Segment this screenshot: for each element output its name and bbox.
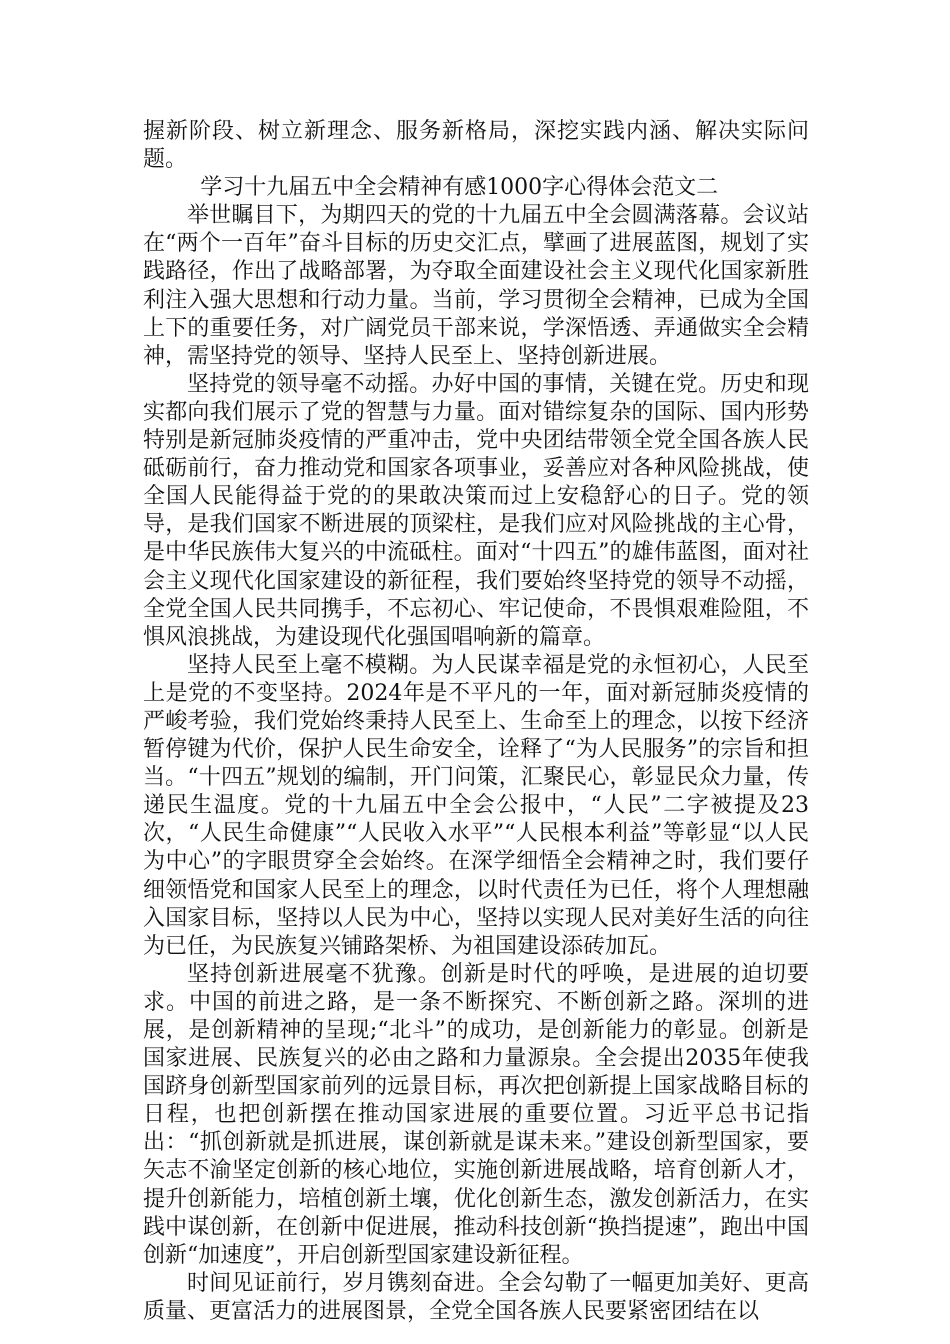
lead-paragraph: 握新阶段、树立新理念、服务新格局，深挖实践内涵、解决实际问题。 bbox=[143, 119, 809, 173]
document-body bbox=[143, 118, 809, 1326]
paragraph-innovation: 坚持创新进展毫不犹豫。创新是时代的呼唤，是进展的迫切要求。中国的前进之路，是一条不断探究、不断创新之路。深圳的进展，是创新精神的呈现;“北斗”的成功，是创新能力的彰显。创新是国家进展、民族复兴的必由之路和力量源泉。全会提出2035年使我国跻身创新型国家前列的远景目标，再次把创新提上国家战略目标的日程，也把创新摆在推动国家进展的重要位置。习近平总书记指出：“抓创新就是抓进展，谋创新就是谋未来。”建设创新型国家，要矢志不渝坚定创新的核心地位，实施创新进展战略，培育创新人才，提升创新能力，培植创新土壤，优化创新生态，激发创新活力，在实践中谋创新，在创新中促进展，推动科技创新“换挡提速”，跑出中国创新“加速度”，开启创新型国家建设新征程。 bbox=[143, 961, 809, 1268]
essay-title: 学习十九届五中全会精神有感1000字心得体会范文二 bbox=[200, 175, 719, 201]
paragraph-people-first: 坚持人民至上毫不模糊。为人民谋幸福是党的永恒初心，人民至上是党的不变坚持。2024年是不平凡的一年，面对新冠肺炎疫情的严峻考验，我们党始终秉持人民至上、生命至上的理念，以按下经济暂停键为代价，保护人民生命安全，诠释了“为人民服务”的宗旨和担当。“十四五”规划的编制，开门问策，汇聚民心，彰显民众力量，传递民生温度。党的十九届五中全会公报中，“人民”二字被提及23次，“人民生命健康”“人民收入水平”“人民根本利益”等彰显“以人民为中心”的字眼贯穿全会始终。在深学细悟全会精神之时，我们要仔细领悟党和国家人民至上的理念，以时代责任为已任，将个人理想融入国家目标，坚持以人民为中心，坚持以实现人民对美好生活的向往为已任，为民族复兴铺路架桥、为祖国建设添砖加瓦。 bbox=[143, 652, 809, 959]
paragraph-intro: 举世瞩目下，为期四天的党的十九届五中全会圆满落幕。会议站在“两个一百年”奋斗目标的历史交汇点，擘画了进展蓝图，规划了实践路径，作出了战略部署，为夺取全面建设社会主义现代化国家新胜利注入强大思想和行动力量。当前，学习贯彻全会精神，已成为全国上下的重要任务，对广阔党员干部来说，学深悟透、弄通做实全会精神，需坚持党的领导、坚持人民至上、坚持创新进展。 bbox=[143, 203, 809, 369]
paragraph-closing: 时间见证前行，岁月镌刻奋进。全会勾勒了一幅更加美好、更高质量、更富活力的进展图景，全党全国各族人民要紧密团结在以 bbox=[143, 1270, 809, 1324]
paragraph-party-leadership: 坚持党的领导毫不动摇。办好中国的事情，关键在党。历史和现实都向我们展示了党的智慧与力量。面对错综复杂的国际、国内形势特别是新冠肺炎疫情的严重冲击，党中央团结带领全党全国各族人民砥砺前行，奋力推动党和国家各项事业，妥善应对各种风险挑战，使全国人民能得益于党的的果敢决策而过上安稳舒心的日子。党的领导，是我们国家不断进展的顶梁柱，是我们应对风险挑战的主心骨，是中华民族伟大复兴的中流砥柱。面对“十四五”的雄伟蓝图，面对社会主义现代化国家建设的新征程，我们要始终坚持党的领导不动摇，全党全国人民共同携手，不忘初心、牢记使命，不畏惧艰难险阻，不惧风浪挑战，为建设现代化强国唱响新的篇章。 bbox=[143, 371, 809, 650]
